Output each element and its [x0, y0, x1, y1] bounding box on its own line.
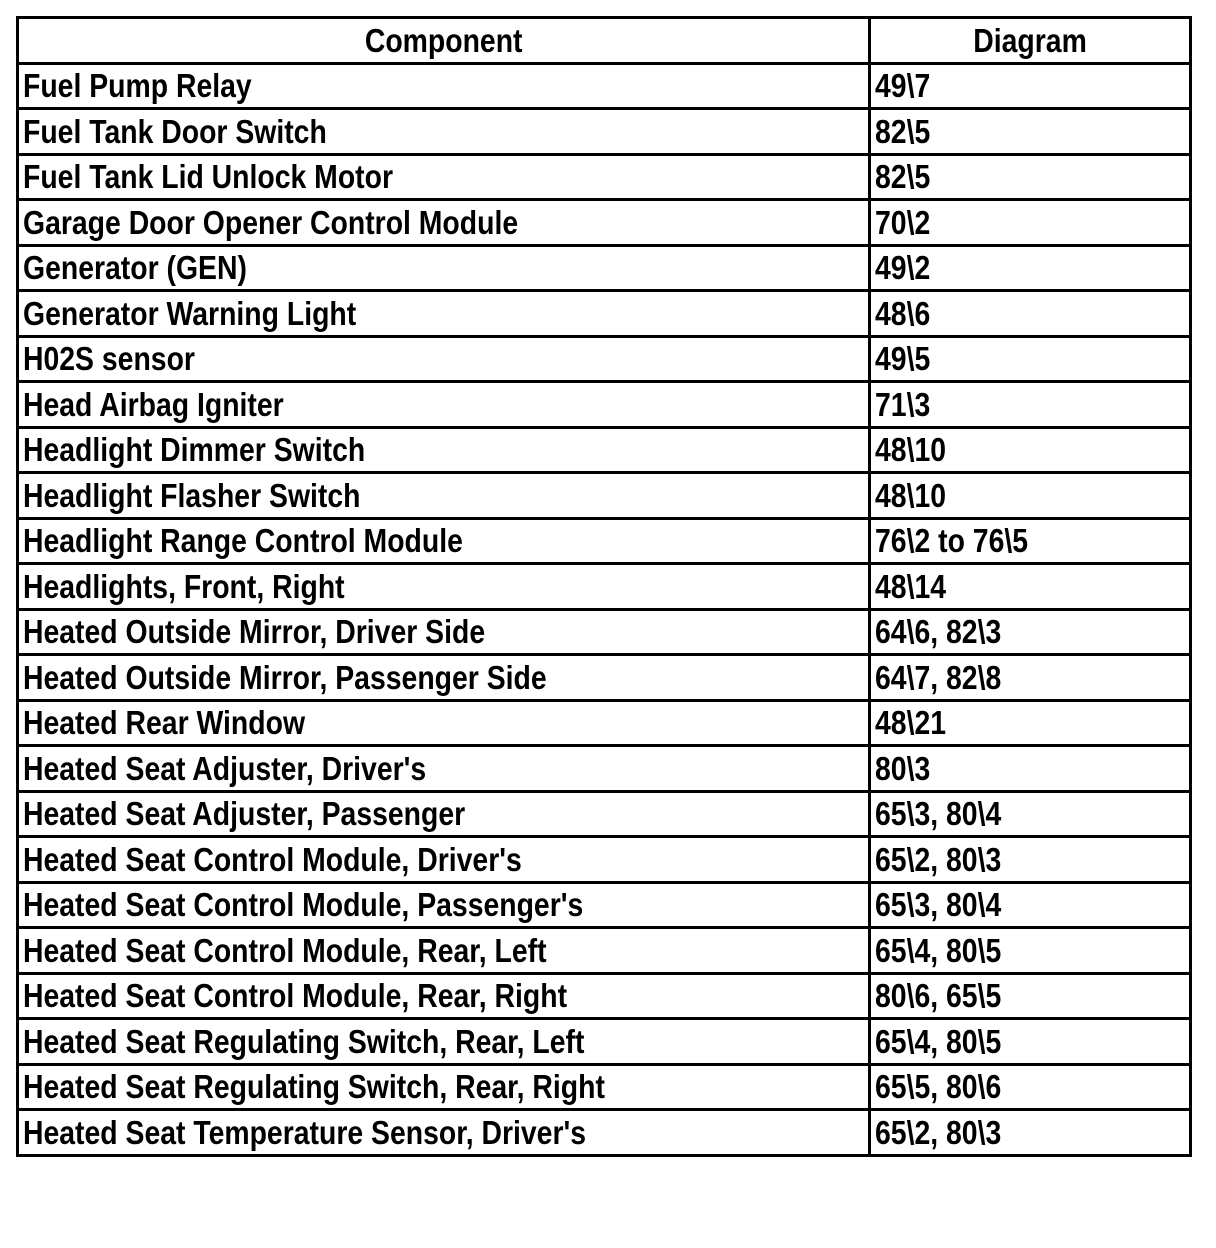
- diagram-cell: 65\3, 80\4: [870, 791, 1191, 837]
- table-row: [18, 928, 1191, 974]
- component-cell: Heated Rear Window: [18, 700, 870, 746]
- diagram-cell: 48\6: [870, 291, 1191, 337]
- diagram-cell: 65\3, 80\4: [870, 882, 1191, 928]
- header-row: [18, 18, 1191, 64]
- table-row: [18, 700, 1191, 746]
- diagram-cell: 76\2 to 76\5: [870, 518, 1191, 564]
- diagram-cell: 71\3: [870, 382, 1191, 428]
- diagram-cell: 64\6, 82\3: [870, 609, 1191, 655]
- component-cell: Garage Door Opener Control Module: [18, 200, 870, 246]
- component-cell: Heated Seat Temperature Sensor, Driver's: [18, 1110, 870, 1156]
- diagram-cell: 64\7, 82\8: [870, 655, 1191, 701]
- component-cell: Heated Seat Control Module, Rear, Right: [18, 973, 870, 1019]
- table-row: [18, 427, 1191, 473]
- table-row: [18, 655, 1191, 701]
- diagram-cell: 82\5: [870, 109, 1191, 155]
- component-cell: Head Airbag Igniter: [18, 382, 870, 428]
- component-cell: Headlight Dimmer Switch: [18, 427, 870, 473]
- table-row: [18, 109, 1191, 155]
- component-cell: Fuel Tank Door Switch: [18, 109, 870, 155]
- component-cell: Heated Outside Mirror, Driver Side: [18, 609, 870, 655]
- diagram-cell: 65\2, 80\3: [870, 1110, 1191, 1156]
- component-cell: Headlights, Front, Right: [18, 564, 870, 610]
- table-row: [18, 200, 1191, 246]
- component-diagram-table: [16, 16, 1192, 1157]
- diagram-cell: 48\21: [870, 700, 1191, 746]
- diagram-cell: 65\5, 80\6: [870, 1064, 1191, 1110]
- table-row: [18, 1064, 1191, 1110]
- component-cell: Heated Outside Mirror, Passenger Side: [18, 655, 870, 701]
- diagram-cell: 48\10: [870, 473, 1191, 519]
- table-row: [18, 791, 1191, 837]
- diagram-cell: 49\2: [870, 245, 1191, 291]
- component-cell: Heated Seat Regulating Switch, Rear, Right: [18, 1064, 870, 1110]
- table-row: [18, 382, 1191, 428]
- component-cell: Heated Seat Control Module, Driver's: [18, 837, 870, 883]
- diagram-cell: 80\3: [870, 746, 1191, 792]
- diagram-cell: 65\2, 80\3: [870, 837, 1191, 883]
- header-diagram: Diagram: [870, 18, 1191, 64]
- diagram-cell: 49\7: [870, 63, 1191, 109]
- component-cell: Headlight Flasher Switch: [18, 473, 870, 519]
- diagram-cell: 65\4, 80\5: [870, 1019, 1191, 1065]
- table-row: [18, 564, 1191, 610]
- table-row: [18, 746, 1191, 792]
- table-row: [18, 473, 1191, 519]
- component-cell: Heated Seat Adjuster, Driver's: [18, 746, 870, 792]
- diagram-cell: 80\6, 65\5: [870, 973, 1191, 1019]
- diagram-cell: 49\5: [870, 336, 1191, 382]
- table-row: [18, 336, 1191, 382]
- component-cell: Fuel Pump Relay: [18, 63, 870, 109]
- table-row: [18, 882, 1191, 928]
- table-row: [18, 518, 1191, 564]
- diagram-cell: 82\5: [870, 154, 1191, 200]
- component-cell: Heated Seat Regulating Switch, Rear, Left: [18, 1019, 870, 1065]
- component-table-sheet: [16, 16, 1189, 1157]
- component-cell: Generator Warning Light: [18, 291, 870, 337]
- header-component: Component: [18, 18, 870, 64]
- diagram-cell: 48\14: [870, 564, 1191, 610]
- table-row: [18, 609, 1191, 655]
- table-row: [18, 1019, 1191, 1065]
- table-row: [18, 291, 1191, 337]
- diagram-cell: 48\10: [870, 427, 1191, 473]
- component-cell: H02S sensor: [18, 336, 870, 382]
- component-cell: Headlight Range Control Module: [18, 518, 870, 564]
- table-row: [18, 245, 1191, 291]
- component-cell: Heated Seat Control Module, Passenger's: [18, 882, 870, 928]
- component-cell: Heated Seat Adjuster, Passenger: [18, 791, 870, 837]
- table-row: [18, 1110, 1191, 1156]
- component-cell: Heated Seat Control Module, Rear, Left: [18, 928, 870, 974]
- component-cell: Fuel Tank Lid Unlock Motor: [18, 154, 870, 200]
- table-row: [18, 63, 1191, 109]
- table-row: [18, 973, 1191, 1019]
- component-cell: Generator (GEN): [18, 245, 870, 291]
- diagram-cell: 70\2: [870, 200, 1191, 246]
- table-row: [18, 837, 1191, 883]
- table-row: [18, 154, 1191, 200]
- diagram-cell: 65\4, 80\5: [870, 928, 1191, 974]
